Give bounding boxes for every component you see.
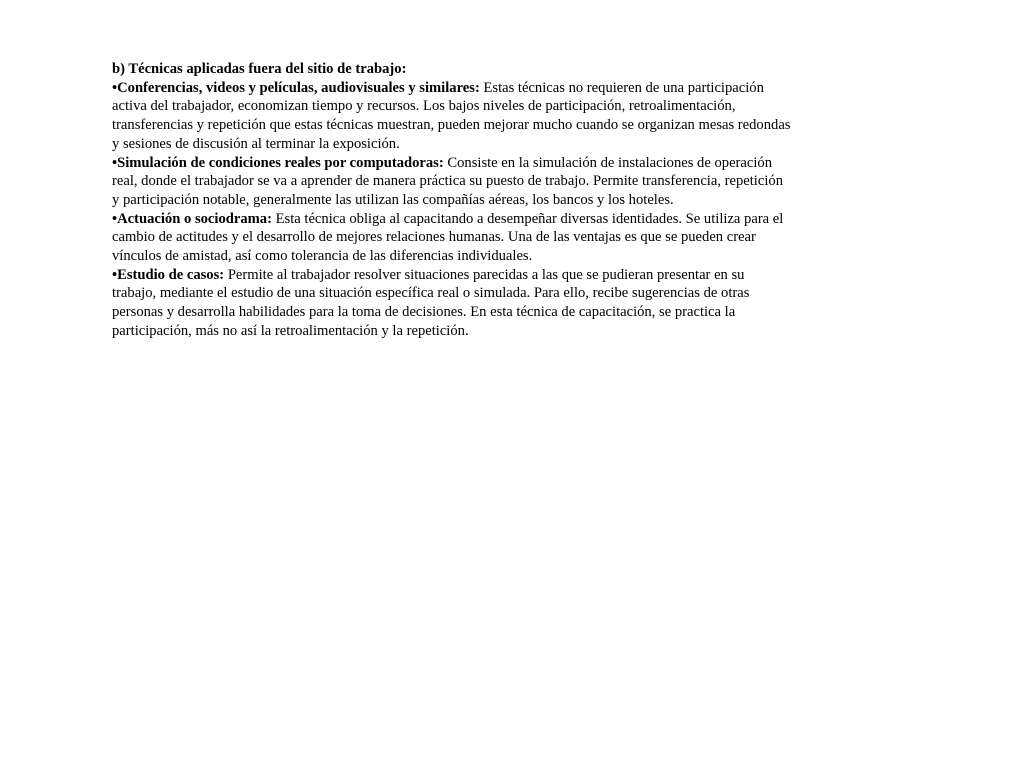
bullet: •	[112, 79, 118, 96]
item-body: Esta técnica obliga al capacitando a desempeñar diversas identidades. Se utiliza para el cambio de actitudes y el desarrollo de mejores relaciones humanas. Una de las ventajas es que se pueden crear vínculos de amistad, así como tolerancia de las diferencias individuales.	[112, 210, 784, 265]
list-item	[112, 266, 792, 341]
item-body: Consiste en la simulación de instalaciones de operación real, donde el trabajador se va a aprender de manera práctica su puesto de trabajo. Permite transferencia, repetición y participación notable, generalmente las utilizan las compañías aéreas, los bancos y los hoteles.	[112, 154, 783, 208]
bullet: •	[112, 266, 118, 283]
item-title: Simulación de condiciones reales por computadoras:	[117, 154, 444, 171]
list-item	[112, 154, 792, 210]
item-title: Estudio de casos:	[117, 266, 225, 283]
bullet: •	[112, 154, 118, 171]
item-title: Actuación o sociodrama:	[117, 210, 272, 227]
list-item	[112, 79, 792, 154]
item-body: Estas técnicas no requieren de una participación activa del trabajador, economizan tiempo y recursos. Los bajos niveles de participación, retroalimentación, transferencias y repetición que estas técnicas muestran, pueden mejorar mucho cuando se organizan mesas redondas y sesiones de discusión al terminar la exposición.	[112, 79, 791, 152]
list-item	[112, 210, 792, 266]
bullet: •	[112, 210, 118, 227]
item-title: Conferencias, videos y películas, audiovisuales y similares:	[117, 79, 480, 96]
text-block	[112, 60, 792, 341]
section-heading: b) Técnicas aplicadas fuera del sitio de trabajo:	[112, 61, 407, 77]
item-body: Permite al trabajador resolver situaciones parecidas a las que se pudieran presentar en su trabajo, mediante el estudio de una situación específica real o simulada. Para ello, recibe sugerencias de otras personas y desarrolla habilidades para la toma de decisiones. En esta técnica de capacitación, se practica la participación, más no así la retroalimentación y la repetición.	[112, 266, 750, 339]
